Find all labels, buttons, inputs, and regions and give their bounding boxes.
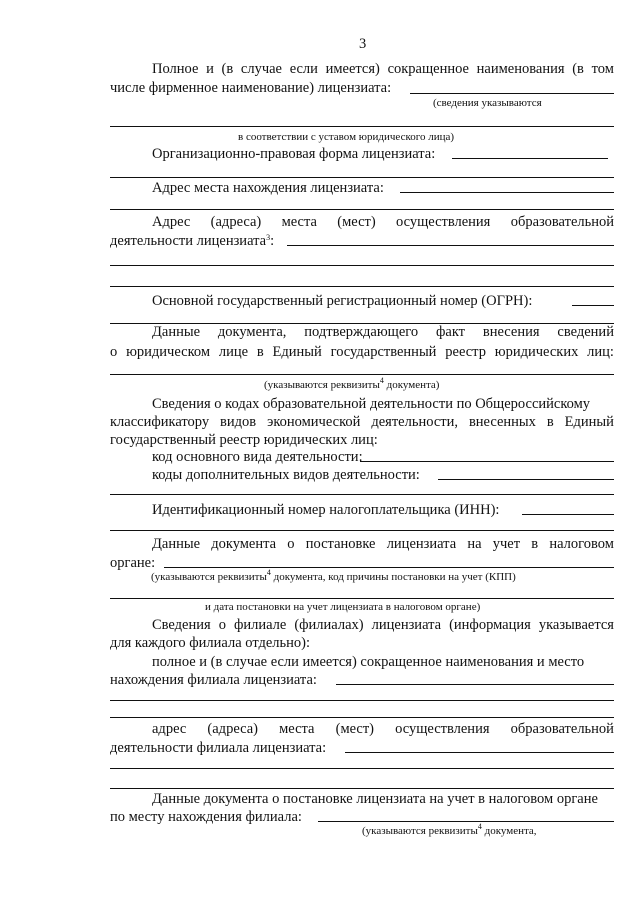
word: если bbox=[289, 61, 318, 77]
word: Адрес bbox=[152, 214, 191, 230]
word: о bbox=[287, 536, 295, 552]
tax-reg-line-2: органе: bbox=[110, 555, 156, 571]
word: адрес bbox=[152, 721, 187, 737]
word: (адреса) bbox=[207, 721, 258, 737]
word: реестр bbox=[445, 344, 486, 360]
word: Данные bbox=[152, 324, 201, 340]
okved-line-3: государственный реестр юридических лиц: bbox=[110, 432, 378, 448]
page-number: 3 bbox=[359, 36, 367, 52]
additional-codes-label: коды дополнительных видов деятельности: bbox=[152, 467, 420, 483]
word: (адреса) bbox=[210, 214, 262, 230]
branch-address-field-2[interactable] bbox=[110, 768, 614, 769]
word: в bbox=[546, 414, 554, 430]
tax-reg-note-1: (указываются реквизиты$^4$ документа, код причины постановки на учет (КПП) bbox=[151, 568, 516, 583]
okved-line-2 bbox=[110, 414, 614, 430]
branch-name-field-3[interactable] bbox=[110, 717, 614, 718]
word: Единый bbox=[564, 414, 614, 430]
word: и bbox=[206, 61, 214, 77]
word: классификатору bbox=[110, 414, 210, 430]
word: Полное bbox=[152, 61, 199, 77]
word: имеется) bbox=[325, 61, 380, 77]
word: учет bbox=[492, 536, 521, 552]
additional-codes-field-2[interactable] bbox=[110, 494, 614, 495]
location-label: Адрес места нахождения лицензиата: bbox=[152, 180, 384, 196]
word: осуществления bbox=[395, 721, 490, 737]
branch-address-line-2: деятельности филиала лицензиата: bbox=[110, 740, 327, 756]
word: лицензиата bbox=[386, 536, 457, 552]
main-code-field[interactable] bbox=[360, 461, 614, 462]
word: (информация bbox=[449, 617, 531, 633]
branch-address-field-3[interactable] bbox=[110, 788, 614, 789]
activity-address-field-2[interactable] bbox=[110, 265, 614, 266]
word: в bbox=[256, 344, 264, 360]
word: Единый bbox=[272, 344, 322, 360]
tax-reg-field[interactable] bbox=[164, 567, 614, 568]
word: места bbox=[279, 721, 315, 737]
word: государственный bbox=[330, 344, 437, 360]
word: том bbox=[591, 61, 614, 77]
word: (филиалах) bbox=[294, 617, 364, 633]
legal-form-field[interactable] bbox=[452, 158, 608, 159]
legal-form-label: Организационно-правовая форма лицензиата: bbox=[152, 146, 436, 162]
word: лице bbox=[218, 344, 249, 360]
word: лиц: bbox=[587, 344, 614, 360]
word: (в bbox=[221, 61, 234, 77]
activity-address-field-3[interactable] bbox=[110, 286, 614, 287]
word: внесения bbox=[482, 324, 540, 340]
okved-line-1: Сведения о кодах образовательной деятельности по Общероссийскому bbox=[152, 396, 591, 412]
location-field-2[interactable] bbox=[110, 209, 614, 210]
word: сведений bbox=[557, 324, 614, 340]
word: на bbox=[467, 536, 482, 552]
word: сокращенное bbox=[387, 61, 469, 77]
branch-name-line-1: полное и (в случае если имеется) сокращенное наименования и место bbox=[152, 654, 585, 670]
word: деятельности, bbox=[371, 414, 458, 430]
word: факт bbox=[436, 324, 466, 340]
word: случае bbox=[240, 61, 282, 77]
activity-address-field[interactable] bbox=[287, 245, 614, 246]
tax-reg-line-1 bbox=[152, 536, 614, 552]
name-field-line-2[interactable] bbox=[110, 126, 614, 127]
egrul-field[interactable] bbox=[110, 374, 614, 375]
egrul-line-2 bbox=[110, 344, 614, 360]
additional-codes-field[interactable] bbox=[438, 479, 614, 480]
ogrn-label: Основной государственный регистрационный номер (ОГРН): bbox=[152, 293, 533, 309]
name-line-1 bbox=[152, 61, 614, 77]
word: осуществления bbox=[396, 214, 491, 230]
tax-reg-field-2[interactable] bbox=[110, 598, 614, 599]
word: (в bbox=[572, 61, 584, 77]
word: юридическом bbox=[126, 344, 211, 360]
egrul-line-1 bbox=[152, 324, 614, 340]
branch-tax-line-1: Данные документа о постановке лицензиата на учет в налоговом органе bbox=[152, 791, 598, 807]
ogrn-field[interactable] bbox=[572, 305, 614, 306]
word: налоговом bbox=[549, 536, 614, 552]
word: в bbox=[531, 536, 539, 552]
name-field-line[interactable] bbox=[410, 93, 614, 94]
branch-address-field[interactable] bbox=[345, 752, 614, 753]
word: образовательной bbox=[510, 214, 614, 230]
word: экономической bbox=[267, 414, 361, 430]
inn-field-2[interactable] bbox=[110, 530, 614, 531]
location-field[interactable] bbox=[400, 192, 614, 193]
legal-form-field-2[interactable] bbox=[110, 177, 614, 178]
word: о bbox=[218, 617, 226, 633]
word: места bbox=[281, 214, 317, 230]
branch-name-field-2[interactable] bbox=[110, 700, 614, 701]
name-note-2: в соответствии с уставом юридического лица) bbox=[238, 131, 455, 143]
word: документа, bbox=[217, 324, 287, 340]
word: Данные bbox=[152, 536, 201, 552]
word: внесенных bbox=[468, 414, 536, 430]
branch-tax-line-2: по месту нахождения филиала: bbox=[110, 809, 302, 825]
branch-tax-field[interactable] bbox=[318, 821, 614, 822]
branches-line-1 bbox=[152, 617, 614, 633]
word: видов bbox=[220, 414, 257, 430]
word: филиале bbox=[233, 617, 287, 633]
inn-field[interactable] bbox=[522, 514, 614, 515]
word: (мест) bbox=[335, 721, 375, 737]
name-note-1: (сведения указываются bbox=[433, 97, 542, 109]
branch-name-line-2: нахождения филиала лицензиата: bbox=[110, 672, 317, 688]
name-line-2: числе фирменное наименование) лицензиата: bbox=[110, 80, 392, 96]
word: образовательной bbox=[510, 721, 614, 737]
egrul-note: (указываются реквизиты$^4$ документа) bbox=[264, 376, 440, 391]
word: указывается bbox=[538, 617, 614, 633]
branch-tax-note: (указываются реквизиты$^4$ документа, bbox=[362, 822, 537, 837]
inn-label: Идентификационный номер налогоплательщика (ИНН): bbox=[152, 502, 500, 518]
word: о bbox=[110, 344, 118, 360]
tax-reg-note-2: и дата постановки на учет лицензиата в налоговом органе) bbox=[205, 601, 481, 613]
word: документа bbox=[211, 536, 277, 552]
word: наименования bbox=[476, 61, 565, 77]
main-code-label: код основного вида деятельности: bbox=[152, 449, 363, 465]
word: (мест) bbox=[337, 214, 376, 230]
branch-name-field[interactable] bbox=[336, 684, 614, 685]
branch-address-line-1 bbox=[152, 721, 614, 737]
word: юридических bbox=[494, 344, 579, 360]
word: Сведения bbox=[152, 617, 211, 633]
activity-address-line-1 bbox=[152, 214, 614, 230]
word: лицензиата bbox=[371, 617, 442, 633]
word: постановке bbox=[305, 536, 376, 552]
activity-address-line-2: деятельности лицензиата$^3$: bbox=[110, 233, 275, 249]
word: подтверждающего bbox=[304, 324, 419, 340]
branches-line-2: для каждого филиала отдельно): bbox=[110, 635, 311, 651]
